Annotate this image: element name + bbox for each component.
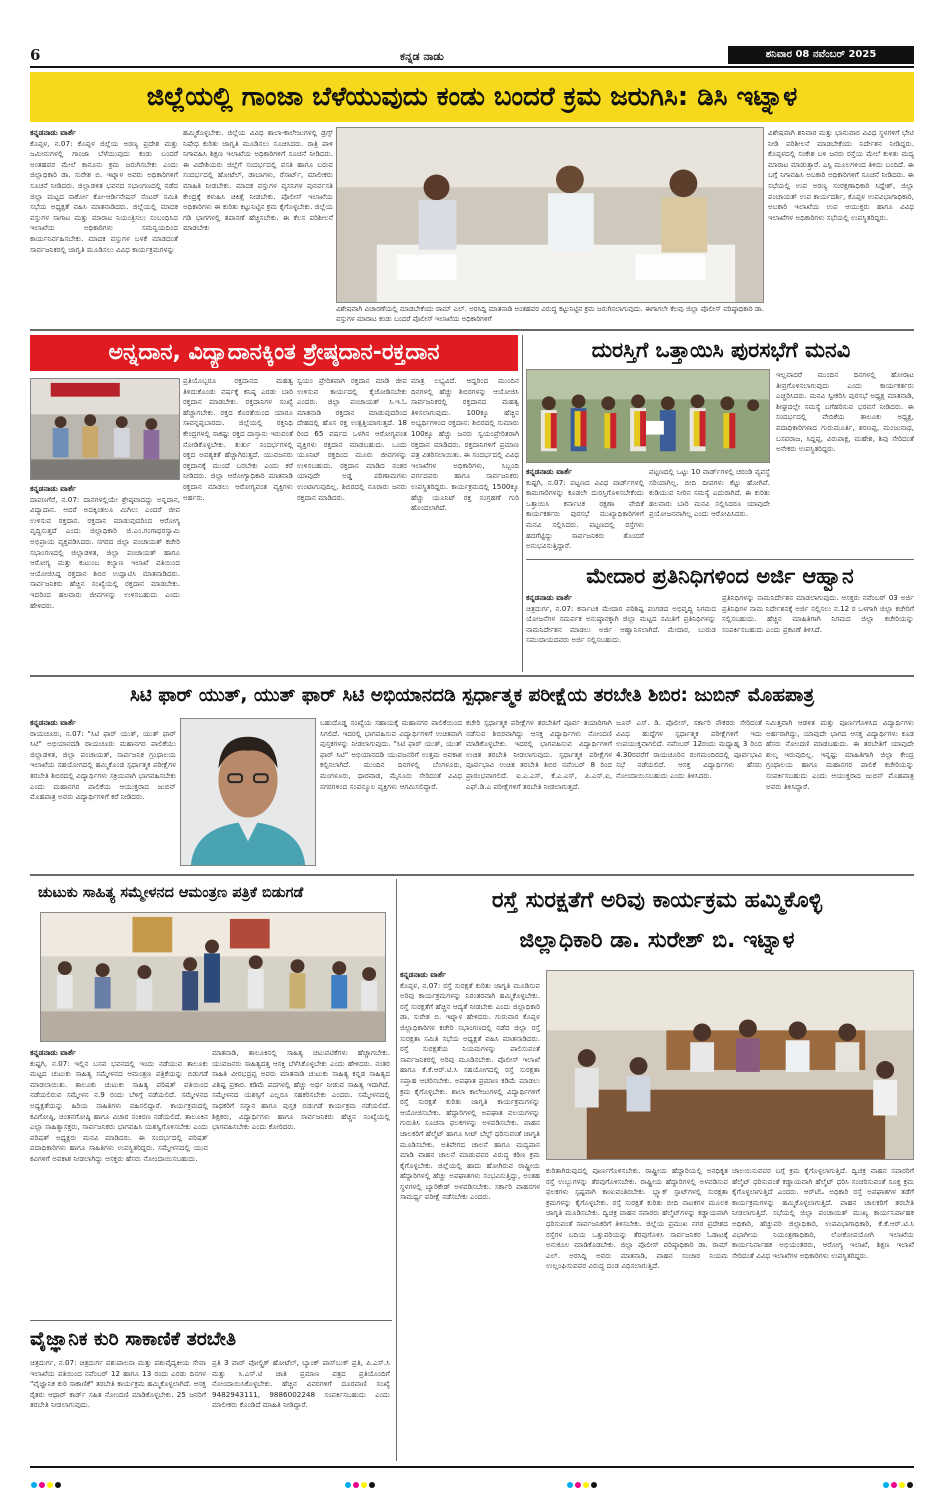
story5-col5-text: ನಿಮಿತ್ತವಾಗಿ ಆಡಳಿತ ಮತ್ತು ಪೂರ್ಣಗೊಳಿಸಿದ ವಿದ್ಯಾರ್ಥಿಗಳು ಅರ್ಹರಾಗಿದ್ದು, ಯಾವುದೇ ಭಾಗದ ಆಸಕ್ತ ವಿದ್ಯಾರ್ಥಿಗಳು ಕೂಡ ಹೆಸರು ನೋಂದಣಿ ಮಾಡಬಹುದು. ಈ ತರಬೇತಿಗೆ ಯಾವುದೇ ಶುಲ್ಕ ಇರುವುದಿಲ್ಲ. ಇನ್ನಷ್ಟು ಮಾಹಿತಿಗಾಗಿ ಜಿಲ್ಲಾ ಕೇಂದ್ರ ಗ್ರಂಥಾಲಯ ಹಾಗೂ ಮಹಾನಗರ ಪಾಲಿಕೆ ಕಚೇರಿಯನ್ನು ಸಂಪರ್ಕಿಸಬಹುದು ಎಂದು ಆಯುಕ್ತರಾದ ಜುಬಿನ್ ಮೊಹಪಾತ್ರ ಅವರು ತಿಳಿಸಿದ್ದಾರೆ.: [766, 718, 914, 791]
headline-medara: ಮೇದಾರ ಪ್ರತಿನಿಧಿಗಳಿಂದ ಅರ್ಜಿ ಆಹ್ವಾನ: [586, 564, 854, 588]
chutuku-meeting-photo: [40, 912, 386, 1042]
story5-col2-text: ಬಹುದೊಡ್ಡ ಸಂಖ್ಯೆಯ ಸಹಾಯಕ್ಕೆ ಮಹಾನಗರ ಪಾಲಿಕೆಯಿಂದ ಸಿಗಲಿದೆ. ಇದರಲ್ಲಿ ಭಾಗವಹಿಸುವ ವಿದ್ಯಾರ್ಥಿಗಳಿಗೆ ಉಚಿತವಾಗಿ ಪುಸ್ತಕಗಳನ್ನು ನೀಡಲಾಗುವುದು. "ಸಿಟಿ ಫಾರ್ ಯುತ್, ಯುತ್ ಫಾರ್ ಸಿಟಿ" ಅಭಿಯಾನದಡಿ ಯುವಜನರಿಗೆ ಉತ್ತಮ ಅವಕಾಶ ಕಲ್ಪಿಸಲಾಗಿದೆ. ಮುಂದಿನ ದಿನಗಳಲ್ಲಿ ಬೆಂಗಳೂರು, ಮಂಗಳೂರು, ಧಾರವಾಡ, ಮೈಸೂರು ಸೇರಿದಂತೆ ವಿವಿಧ ನಗರಗಳಿಂದ ಸಂಪನ್ಮೂಲ ವ್ಯಕ್ತಿಗಳು ಆಗಮಿಸಲಿದ್ದಾರೆ.: [320, 718, 462, 791]
story5-col4-text: ಜೂನ್ ಎಸ್. ಡಿ. ಪೊಲೀಸ್, ಸರ್ಕಾರಿ ನೌಕರರು ಸೇರಿದಂತೆ ವಿವಿಧ ಹುದ್ದೆಗಳ ಸ್ಪರ್ಧಾತ್ಮಕ ಪರೀಕ್ಷೆಗಳಿಗೆ ಇದು ಉಪಯುಕ್ತವಾಗಲಿದೆ. ನವೆಂಬರ್ 12ರಂದು ಮಧ್ಯಾಹ್ನ 3 ರಿಂದ 4.30ರವರೆಗೆ ರಾಯಚೂರಿನ ರಂಗಮಂದಿರದಲ್ಲಿ ಪೂರ್ವಭಾವಿ ಸಭೆ ನಡೆಯಲಿದೆ. ಆಸಕ್ತ ವಿದ್ಯಾರ್ಥಿಗಳು ಹೆಸರು ನೋಂದಾಯಿಸಬಹುದು ಎಂದು ತಿಳಿಸಿದರು.: [616, 718, 762, 780]
headline-road-safety-line2: ಜಿಲ್ಲಾಧಿಕಾರಿ ಡಾ. ಸುರೇಶ್ ಬಿ. ಇಟ್ನಾಳ: [519, 928, 795, 953]
byline: ಕನ್ನಡನಾಡು ವಾರ್ತೆ: [526, 467, 573, 476]
issue-date: ಶನಿವಾರ 08 ನವೆಂಬರ್ 2025: [765, 49, 877, 60]
story6-col1: [30, 1048, 208, 1316]
story3-col2: [649, 467, 770, 557]
portrait-photo: [180, 718, 316, 866]
story3-col3: [776, 370, 914, 557]
masthead: [0, 0, 945, 72]
memorandum-photo: [526, 369, 770, 463]
story4-col1-text: ಚಿತ್ರದುರ್ಗ, ನ.07: ಕರ್ನಾಟಕ ಮೇದಾರ ಪರಿಶಿಷ್ಟ ಪಂಗಡದ ಅಭಿವೃದ್ಧಿ ನಿಗಮದ ಯೋಜನೆಗಳ ಸಮರ್ಪಕ ಅನುಷ್ಠಾನಕ್ಕಾಗಿ ಜಿಲ್ಲಾ ಮಟ್ಟದ ಸಮಿತಿಗೆ ಪ್ರತಿನಿಧಿಗಳನ್ನು ನಾಮನಿರ್ದೇಶನ ಮಾಡಲು ಅರ್ಜಿ ಆಹ್ವಾನಿಸಲಾಗಿದೆ. ಮೇದಾರ, ಬುರುಡ ಸಮುದಾಯದವರು ಅರ್ಜಿ ಸಲ್ಲಿಸಬಹುದು.: [526, 603, 716, 645]
story6-col2: [212, 1048, 390, 1316]
meeting-photo-ganja: [336, 127, 764, 303]
headline-road-safety-line1: ರಸ್ತೆ ಸುರಕ್ಷತೆಗೆ ಅರಿವು ಕಾರ್ಯಕ್ರಮ ಹಮ್ಮಿಕೊಳ್ಳಿ: [491, 888, 823, 913]
story5-col4: [616, 718, 762, 868]
story2-col1-text: ದಾವಣಗೆರೆ, ನ.07: ದಾನಗಳಲ್ಲಿಯೇ ಶ್ರೇಷ್ಠವಾದದ್ದು ಅನ್ನದಾನ, ವಿದ್ಯಾದಾನ. ಆದರೆ ಅದಕ್ಕಿಂತಲೂ ಮಿಗಿಲು ಎಂದರೆ ಜೀವ ಉಳಿಸುವ ರಕ್ತದಾನ. ರಕ್ತದಾನ ಮಾಡುವುದರಿಂದ ಆರೋಗ್ಯ ವೃದ್ಧಿಸುತ್ತದೆ ಎಂದು ಜಿಲ್ಲಾಧಿಕಾರಿ ಜಿ.ಎಂ.ಗಂಗಾಧರಸ್ವಾಮಿ ಅಭಿಪ್ರಾಯ ವ್ಯಕ್ತಪಡಿಸಿದರು. ನಗರದ ಜಿಲ್ಲಾ ಪಂಚಾಯತ್ ಕಚೇರಿ ಸಭಾಂಗಣದಲ್ಲಿ ಜಿಲ್ಲಾಡಳಿತ, ಜಿಲ್ಲಾ ಪಂಚಾಯತ್ ಹಾಗೂ ಆರೋಗ್ಯ ಮತ್ತು ಕುಟುಂಬ ಕಲ್ಯಾಣ ಇಲಾಖೆ ವತಿಯಿಂದ ಆಯೋಜಿಸಿದ್ದ ರಕ್ತದಾನ ಶಿಬಿರ ಉದ್ಘಾಟಿಸಿ ಮಾತನಾಡಿದರು. ಸಾರ್ವಜನಿಕರು ಹೆಚ್ಚಿನ ಸಂಖ್ಯೆಯಲ್ಲಿ ರಕ್ತದಾನ ಮಾಡಬೇಕು. ಇದರಿಂದ ಹಲವಾರು ಜೀವಗಳನ್ನು ಉಳಿಸಬಹುದು ಎಂದು ಹೇಳಿದರು.: [30, 494, 180, 610]
divider: [30, 874, 914, 876]
story8-col3: [732, 1166, 914, 1458]
byline: ಕನ್ನಡನಾಡು ವಾರ್ತೆ: [30, 128, 77, 137]
page-number: 6: [30, 46, 41, 64]
story7-col1-text: ಚಿತ್ರದುರ್ಗ, ನ.07: ಚಿತ್ರದುರ್ಗ ಪಶುಪಾಲನಾ ಮತ್ತು ಪಶುವೈದ್ಯಕೀಯ ಸೇವಾ ಇಲಾಖೆಯ ವತಿಯಿಂದ ನವೆಂಬರ್ 12 ಹಾಗೂ 13 ರಂದು ಎರಡು ದಿನಗಳ "ವೈಜ್ಞಾನಿಕ ಕುರಿ ಸಾಕಾಣಿಕೆ" ತರಬೇತಿ ಕಾರ್ಯಕ್ರಮ ಹಮ್ಮಿಕೊಳ್ಳಲಾಗಿದೆ. ಆಸಕ್ತ ರೈತರು ಆಧಾರ್ ಕಾರ್ಡ್ ಸಹಿತ ನೋಂದಣಿ ಮಾಡಿಕೊಳ್ಳಬೇಕು. 25 ಜನರಿಗೆ ತರಬೇತಿ ನೀಡಲಾಗುವುದು.: [30, 1358, 206, 1410]
masthead-rule: [30, 66, 914, 68]
story5-col3: [466, 718, 612, 868]
story2-col4-text: ಮಾತ್ರ ಲಭ್ಯವಿದೆ. ಆದ್ದರಿಂದ ಮುಂದಿನ ದಿನಗಳಲ್ಲಿ ಹೆಚ್ಚು ಶಿಬಿರಗಳನ್ನು ಆಯೋಜಿಸಿ ಸಾರ್ವಜನಿಕರಲ್ಲಿ ರಕ್ತದಾನದ ಮಹತ್ವ ತಿಳಿಸಲಾಗುವುದು. 100ಕ್ಕೂ ಹೆಚ್ಚಿನ ಅಭ್ಯರ್ಥಿಗಳಿಂದ ರಕ್ತದಾನ: ಶಿಬಿರದಲ್ಲಿ ಸುಮಾರು 100ಕ್ಕೂ ಹೆಚ್ಚು ಜನರು ಸ್ವಯಂಪ್ರೇರಿತರಾಗಿ ರಕ್ತದಾನ ಮಾಡಿದರು. ರಕ್ತದಾನಿಗಳಿಗೆ ಪ್ರಮಾಣ ಪತ್ರ ವಿತರಿಸಲಾಯಿತು. ಈ ಸಂದರ್ಭದಲ್ಲಿ ವಿವಿಧ ಇಲಾಖೆಗಳ ಅಧಿಕಾರಿಗಳು, ಸಿಬ್ಬಂದಿ ವರ್ಗದವರು ಹಾಗೂ ಸಾರ್ವಜನಿಕರು ಉಪಸ್ಥಿತರಿದ್ದರು. ಕಾರ್ಯಕ್ರಮದಲ್ಲಿ 1500ಕ್ಕೂ ಹೆಚ್ಚು ಯೂನಿಟ್ ರಕ್ತ ಸಂಗ್ರಹಣೆ ಗುರಿ ಹೊಂದಲಾಗಿದೆ.: [411, 376, 519, 513]
story5-col3-text: ಕಚೇರಿ ಸ್ಪರ್ಧಾತ್ಮಕ ಪರೀಕ್ಷೆಗಳ ತರಬೇತಿಗೆ ಪೂರ್ವ ತಯಾರಿಗಾಗಿ ನಡೆಸುವ ಶಿಬಿರವಾಗಿದ್ದು ಆಸಕ್ತ ವಿದ್ಯಾರ್ಥಿಗಳು ನೋಂದಣಿ ಮಾಡಿಕೊಳ್ಳಬೇಕು. ಇದರಲ್ಲಿ ಭಾಗವಹಿಸುವ ವಿದ್ಯಾರ್ಥಿಗಳಿಗೆ ಉಚಿತ ತರಬೇತಿ ನೀಡಲಾಗುವುದು. ಸ್ಪರ್ಧಾತ್ಮಕ ಪರೀಕ್ಷೆಗಳ ಪೂರ್ವಭಾವಿ ಉಚಿತ ತರಬೇತಿ ಶಿಬಿರ ನವೆಂಬರ್ 8 ರಿಂದ ಪ್ರಾರಂಭವಾಗಲಿದೆ. ಐ.ಎ.ಎಸ್, ಕೆ.ಎ.ಎಸ್, ಪಿ.ಎಸ್.ಐ, ಎಫ್.ಡಿ.ಎ ಪರೀಕ್ಷೆಗಳಿಗೆ ತರಬೇತಿ ನೀಡಲಾಗುತ್ತದೆ.: [466, 718, 612, 791]
paper-name: ಕನ್ನಡ ನಾಡು: [400, 50, 444, 63]
story3-col3-text: ಇಲ್ಲವಾದರೆ ಮುಂದಿನ ದಿನಗಳಲ್ಲಿ ಹೋರಾಟ ತೀವ್ರಗೊಳಿಸಲಾಗುವುದು ಎಂದು ಕಾರ್ಯಕರ್ತರು ಎಚ್ಚರಿಸಿದರು. ಮನವಿ ಸ್ವೀಕರಿಸಿ ಪುರಸಭೆ ಅಧ್ಯಕ್ಷ ಮಾತನಾಡಿ, ಶೀಘ್ರದಲ್ಲೇ ಸಮಸ್ಯೆ ಬಗೆಹರಿಸುವ ಭರವಸೆ ನೀಡಿದರು. ಈ ಸಂದರ್ಭದಲ್ಲಿ ವೇದಿಕೆಯ ತಾಲೂಕು ಅಧ್ಯಕ್ಷ, ಪದಾಧಿಕಾರಿಗಳಾದ ಗುರುಮೂರ್ತಿ, ಶರಣಪ್ಪ, ಮಂಜುನಾಥ, ಬಸವರಾಜ, ಸಿದ್ದಪ್ಪ, ವಿರುಪಾಕ್ಷ, ಮಹೇಶ, ಶಿವು ಸೇರಿದಂತೆ ಅನೇಕರು ಉಪಸ್ಥಿತರಿದ್ದರು.: [776, 370, 914, 454]
story8-col2: [546, 1166, 728, 1458]
story8-col1-text: ಕೊಪ್ಪಳ, ನ.07: ರಸ್ತೆ ಸುರಕ್ಷತೆ ಕುರಿತು ಜಾಗೃತಿ ಮೂಡಿಸುವ ಅರಿವು ಕಾರ್ಯಕ್ರಮಗಳನ್ನು ನಿರಂತರವಾಗಿ ಹಮ್ಮಿಕೊಳ್ಳಬೇಕು. ರಸ್ತೆ ಸುರಕ್ಷತೆಗೆ ಹೆಚ್ಚಿನ ಆದ್ಯತೆ ನೀಡಬೇಕು ಎಂದು ಜಿಲ್ಲಾಧಿಕಾರಿ ಡಾ. ಸುರೇಶ ಬಿ. ಇಟ್ನಾಳ ಹೇಳಿದರು. ಗುರುವಾರ ಕೊಪ್ಪಳ ಜಿಲ್ಲಾಧಿಕಾರಿಗಳ ಕಚೇರಿ ಸಭಾಂಗಣದಲ್ಲಿ ನಡೆದ ಜಿಲ್ಲಾ ರಸ್ತೆ ಸುರಕ್ಷತಾ ಸಮಿತಿ ಸಭೆಯ ಅಧ್ಯಕ್ಷತೆ ವಹಿಸಿ ಮಾತನಾಡಿದರು. ರಸ್ತೆ ಸುರಕ್ಷತೆಯ ನಿಯಮಗಳನ್ನು ಪಾಲಿಸುವಂತೆ ಸಾರ್ವಜನಿಕರಲ್ಲಿ ಅರಿವು ಮೂಡಿಸಬೇಕು. ಪೊಲೀಸ್ ಇಲಾಖೆ ಹಾಗೂ ಕೆ.ಕೆ.ಆರ್.ಟಿ.ಸಿ ಸಹಯೋಗದಲ್ಲಿ ರಸ್ತೆ ಸುರಕ್ಷತಾ ಸಪ್ತಾಹ ಆಚರಿಸಬೇಕು. ಅಪಘಾತ ಪ್ರಮಾಣ ಕಡಿಮೆ ಮಾಡಲು ಕ್ರಮ ಕೈಗೊಳ್ಳಬೇಕು. ಶಾಲಾ ಕಾಲೇಜುಗಳಲ್ಲಿ ವಿದ್ಯಾರ್ಥಿಗಳಿಗೆ ರಸ್ತೆ ಸುರಕ್ಷತೆ ಕುರಿತು ಜಾಗೃತಿ ಕಾರ್ಯಕ್ರಮಗಳನ್ನು ಆಯೋಜಿಸಬೇಕು. ಹೆದ್ದಾರಿಗಳಲ್ಲಿ ಅಪಘಾತ ವಲಯಗಳನ್ನು ಗುರುತಿಸಿ ಸೂಚನಾ ಫಲಕಗಳನ್ನು ಅಳವಡಿಸಬೇಕು. ವಾಹನ ಚಾಲಕರಿಗೆ ಹೆಲ್ಮೆಟ್ ಹಾಗೂ ಸೀಟ್ ಬೆಲ್ಟ್ ಧರಿಸುವಂತೆ ಜಾಗೃತಿ ಮೂಡಿಸಬೇಕು. ಅತಿವೇಗದ ಚಾಲನೆ ಹಾಗೂ ಮದ್ಯಪಾನ ಮಾಡಿ ವಾಹನ ಚಾಲನೆ ಮಾಡುವವರ ವಿರುದ್ಧ ಕಠಿಣ ಕ್ರಮ ಕೈಗೊಳ್ಳಬೇಕು. ಜಿಲ್ಲೆಯಲ್ಲಿ ಹಾದು ಹೋಗಿರುವ ರಾಷ್ಟ್ರೀಯ ಹೆದ್ದಾರಿಗಳಲ್ಲಿ ಹೆಚ್ಚು ಅಪಘಾತಗಳು ಸಂಭವಿಸುತ್ತಿದ್ದು, ಅಂತಹ ಸ್ಥಳಗಳಲ್ಲಿ ಬ್ಯಾರಿಕೇಡ್ ಅಳವಡಿಸಬೇಕು. ಸರ್ಕಾರಿ ವಾಹನಗಳ ಸಾಮರ್ಥ್ಯ ಪರೀಕ್ಷೆ ನಡೆಸಬೇಕು ಎಂದರು.: [400, 980, 540, 1202]
story8-col2-text: ಕುರಿತಾಗಿರುವುದಲ್ಲಿ ಪೂರ್ಣಗೊಳಿಸಬೇಕು. ರಾಷ್ಟ್ರೀಯ ಹೆದ್ದಾರಿಯಲ್ಲಿ ಅನಧಿಕೃತ ರಸ್ತೆ ಉಬ್ಬುಗಳನ್ನು ತೆರವುಗೊಳಿಸಬೇಕು. ರಾಷ್ಟ್ರೀಯ ಹೆದ್ದಾರಿಗಳಲ್ಲಿ ಅಳವಡಿಸುವ ಫಲಕಗಳು ಸ್ಪಷ್ಟವಾಗಿ ಕಾಣುವಂತಿರಬೇಕು. ಬ್ಲ್ಯಾಕ್ ಸ್ಪಾಟ್‌ಗಳಲ್ಲಿ ಸುರಕ್ಷತಾ ಕ್ರಮಗಳನ್ನು ಕೈಗೊಳ್ಳಬೇಕು. ರಸ್ತೆ ಸುರಕ್ಷತೆ ಕುರಿತು ಬೀದಿ ನಾಟಕಗಳ ಮೂಲಕ ಜಾಗೃತಿ ಮೂಡಿಸಬೇಕು. ದ್ವಿಚಕ್ರ ವಾಹನ ಸವಾರರು ಹೆಲ್ಮೆಟ್‌ಗಳನ್ನು ಕಡ್ಡಾಯವಾಗಿ ಧರಿಸುವಂತೆ ಸಾರ್ವಜನಿಕರಿಗೆ ತಿಳಿಸಬೇಕು. ಜಿಲ್ಲೆಯ ಪ್ರಮುಖ ನಗರ ಪ್ರದೇಶದ ರಸ್ತೆಗಳ ಬದಿಯ ಒತ್ತುವರಿಯನ್ನು ತೆರವುಗೊಳಿಸಿ ಸಾರ್ವಜನಿಕರ ಓಡಾಟಕ್ಕೆ ಅನುಕೂಲ ಮಾಡಿಕೊಡಬೇಕು. ಜಿಲ್ಲಾ ಪೊಲೀಸ್ ವರಿಷ್ಠಾಧಿಕಾರಿ ಡಾ. ರಾಮ್ ಎಲ್. ಅರಸಿದ್ದಿ ಅವರು ಮಾತನಾಡಿ, ವಾಹನ ಸಂಚಾರ ನಿಯಮ ಉಲ್ಲಂಘಿಸುವವರ ವಿರುದ್ಧ ದಂಡ ವಿಧಿಸಲಾಗುತ್ತಿದೆ.: [546, 1166, 728, 1271]
story4-col2: [722, 593, 914, 671]
story1-col1-text: ಕೊಪ್ಪಳ, ನ.07: ಕೊಪ್ಪಳ ಜಿಲ್ಲೆಯ ಅರಣ್ಯ ಪ್ರದೇಶ ಮತ್ತು ಜಮೀನುಗಳಲ್ಲಿ ಗಾಂಜಾ ಬೆಳೆಯುವುದು ಕಂಡು ಬಂದರೆ ಅಂತಹವರ ಮೇಲೆ ಕಾನೂನು ಕ್ರಮ ಜರುಗಿಸಬೇಕು ಎಂದು ಜಿಲ್ಲಾಧಿಕಾರಿ ಡಾ. ಸುರೇಶ ಬಿ. ಇಟ್ನಾಳ ಅವರು ಅಧಿಕಾರಿಗಳಿಗೆ ಸೂಚನೆ ನೀಡಿದರು. ಜಿಲ್ಲಾಡಳಿತ ಭವನದ ಸಭಾಂಗಣದಲ್ಲಿ ನಡೆದ ಜಿಲ್ಲಾ ಮಟ್ಟದ ನಾರ್ಕೋ ಕೋ-ಆರ್ಡಿನೇಷನ್ ಸೆಂಟರ್ ಸಮಿತಿ ಸಭೆಯ ಅಧ್ಯಕ್ಷತೆ ವಹಿಸಿ ಮಾತನಾಡಿದರು. ಜಿಲ್ಲೆಯಲ್ಲಿ ಮಾದಕ ವಸ್ತುಗಳ ಸಾಗಾಟ ಮತ್ತು ಮಾರಾಟ ನಿಯಂತ್ರಿಸಲು ಸಂಬಂಧಿಸಿದ ಇಲಾಖೆಯ ಅಧಿಕಾರಿಗಳು ಸಮನ್ವಯದಿಂದ ಕಾರ್ಯನಿರ್ವಹಿಸಬೇಕು. ಮಾದಕ ವಸ್ತುಗಳ ಬಳಕೆ ಮಾಡದಂತೆ ಸಾರ್ವಜನಿಕರಲ್ಲಿ ಜಾಗೃತಿ ಮೂಡಿಸಲು ವಿವಿಧ ಕಾರ್ಯಕ್ರಮಗಳನ್ನು: [30, 138, 178, 254]
headline-city-youth: ಸಿಟಿ ಫಾರ್ ಯುತ್, ಯುತ್ ಫಾರ್ ಸಿಟಿ ಅಭಿಯಾನದಡಿ ಸ್ಪರ್ಧಾತ್ಮಕ ಪರೀಕ್ಷೆಯ ತರಬೇತಿ ಶಿಬಿರ: ಜುಬಿನ್ ಮೊಹಪಾತ್ರ: [129, 685, 815, 706]
date-banner: [728, 46, 914, 64]
story8-col3-text: ಚಾಲಯಿಸುವವರ ಬಗ್ಗೆ ಕ್ರಮ ಕೈಗೊಳ್ಳಲಾಗುತ್ತಿದೆ. ದ್ವಿಚಕ್ರ ವಾಹನ ಸವಾರರಿಗೆ ಹೆಲ್ಮೆಟ್ ಧರಿಸುವಂತೆ ಕಡ್ಡಾಯವಾಗಿ ಹೆಲ್ಮೆಟ್ ಧರಿಸಿ ಸಂಚರಿಸುವಂತೆ ಸೂಕ್ತ ಕ್ರಮ ಕೈಗೊಳ್ಳಲಾಗುತ್ತಿದೆ ಎಂದರು. ಆರ್‌ಟಿಓ ಅಧಿಕಾರಿ ರಸ್ತೆ ಅಪಘಾತಗಳ ತಡೆಗೆ ಕಾರ್ಯಕ್ರಮಗಳನ್ನು ಹಮ್ಮಿಕೊಳ್ಳಲಾಗುತ್ತಿದೆ. ವಾಹನ ಚಾಲಕರಿಗೆ ತರಬೇತಿ ನೀಡಲಾಗುತ್ತಿದೆ. ಸಭೆಯಲ್ಲಿ ಜಿಲ್ಲಾ ಪಂಚಾಯತ್ ಮುಖ್ಯ ಕಾರ್ಯನಿರ್ವಾಹಕ ಅಧಿಕಾರಿ, ಹೆಚ್ಚುವರಿ ಜಿಲ್ಲಾಧಿಕಾರಿ, ಉಪವಿಭಾಗಾಧಿಕಾರಿ, ಕೆ.ಕೆ.ಆರ್.ಟಿ.ಸಿ ವಿಭಾಗೀಯ ನಿಯಂತ್ರಣಾಧಿಕಾರಿ, ಲೋಕೋಪಯೋಗಿ ಇಲಾಖೆಯ ಕಾರ್ಯನಿರ್ವಾಹಕ ಅಭಿಯಂತರರು, ಆರೋಗ್ಯ ಇಲಾಖೆ, ಶಿಕ್ಷಣ ಇಲಾಖೆ ಸೇರಿದಂತೆ ವಿವಿಧ ಇಲಾಖೆಗಳ ಅಧಿಕಾರಿಗಳು ಉಪಸ್ಥಿತರಿದ್ದರು.: [732, 1166, 914, 1260]
byline: ಕನ್ನಡನಾಡು ವಾರ್ತೆ: [30, 484, 77, 493]
story5-col1-text: ರಾಯಚೂರು, ನ.07: "ಸಿಟಿ ಫಾರ್ ಯುತ್, ಯುತ್ ಫಾರ್ ಸಿಟಿ" ಅಭಿಯಾನದಡಿ ರಾಯಚೂರು ಮಹಾನಗರ ಪಾಲಿಕೆಯು ಜಿಲ್ಲಾಡಳಿತ, ಜಿಲ್ಲಾ ಪಂಚಾಯತ್, ಸಾರ್ವಜನಿಕ ಗ್ರಂಥಾಲಯ ಇಲಾಖೆಯ ಸಹಯೋಗದಲ್ಲಿ ಹಮ್ಮಿಕೊಂಡ ಸ್ಪರ್ಧಾತ್ಮಕ ಪರೀಕ್ಷೆಗಳ ತರಬೇತಿ ಶಿಬಿರದಲ್ಲಿ ವಿದ್ಯಾರ್ಥಿಗಳು ಸಕ್ರಿಯವಾಗಿ ಭಾಗವಹಿಸಬೇಕು ಎಂದು ಮಹಾನಗರ ಪಾಲಿಕೆಯ ಆಯುಕ್ತರಾದ ಜುಬಿನ್ ಮೊಹಪಾತ್ರ ಅವರು ವಿದ್ಯಾರ್ಥಿಗಳಿಗೆ ಕರೆ ನೀಡಿದರು.: [30, 728, 176, 802]
byline: ಕನ್ನಡನಾಡು ವಾರ್ತೆ: [30, 718, 77, 727]
headline-ganja: ಜಿಲ್ಲೆಯಲ್ಲಿ ಗಾಂಜಾ ಬೆಳೆಯುವುದು ಕಂಡು ಬಂದರೆ ಕ್ರಮ ಜರುಗಿಸಿ: ಡಿಸಿ ಇಟ್ನಾಳ: [146, 82, 798, 112]
divider: [526, 559, 914, 560]
blood-camp-photo: [30, 378, 180, 480]
story2-col4: [411, 376, 519, 670]
story2-col2-text: ಪ್ರತಿಯೊಬ್ಬರೂ ರಕ್ತದಾನದ ಮಹತ್ವ ತಿಳಿದುಕೊಂಡು ವರ್ಷಕ್ಕೆ ಕನಿಷ್ಠ ಎರಡು ಬಾರಿ ರಕ್ತದಾನ ಮಾಡಬೇಕು. ರಕ್ತದಾನಿಗಳ ಸಂಖ್ಯೆ ಹೆಚ್ಚಾಗಬೇಕು. ರಕ್ತದ ಕೊರತೆಯಿಂದ ಯಾರೂ ಸಾವನ್ನಪ್ಪಬಾರದು. ಜಿಲ್ಲೆಯಲ್ಲಿ ರಕ್ತನಿಧಿ ಕೇಂದ್ರಗಳಲ್ಲಿ ಸಾಕಷ್ಟು ರಕ್ತದ ದಾಸ್ತಾನು ಇರುವಂತೆ ನೋಡಿಕೊಳ್ಳಬೇಕು. ತುರ್ತು ಸಂದರ್ಭಗಳಲ್ಲಿ ರಕ್ತದ ಅವಶ್ಯಕತೆ ಹೆಚ್ಚಾಗಿರುತ್ತದೆ. ಯುವಜನರು ರಕ್ತದಾನಕ್ಕೆ ಮುಂದೆ ಬರಬೇಕು ಎಂದು ಕರೆ ನೀಡಿದರು. ಜಿಲ್ಲಾ ಆರೋಗ್ಯಾಧಿಕಾರಿ ಮಾತನಾಡಿ ರಕ್ತದಾನ ಮಾಡಲು ಆರೋಗ್ಯವಂತ ವ್ಯಕ್ತಿಗಳು ಅರ್ಹರು.: [183, 376, 293, 502]
headline-repair: ದುರಸ್ತಿಗೆ ಒತ್ತಾಯಿಸಿ ಪುರಸಭೆಗೆ ಮನವಿ: [591, 338, 851, 362]
story2-col3-text: ಸ್ವಯಂ ಪ್ರೇರಿತವಾಗಿ ರಕ್ತದಾನ ಮಾಡಿ ಜೀವ ಉಳಿಸುವ ಕಾರ್ಯದಲ್ಲಿ ಕೈಜೋಡಿಸಬೇಕು ಎಂದರು. ಜಿಲ್ಲಾ ಪಂಚಾಯತ್ ಸಿ.ಇ.ಓ ಮಾತನಾಡಿ ರಕ್ತದಾನ ಮಾಡುವುದರಿಂದ ದೇಹದಲ್ಲಿ ಹೊಸ ರಕ್ತ ಉತ್ಪತ್ತಿಯಾಗುತ್ತದೆ. 18 ರಿಂದ 65 ವರ್ಷದ ಒಳಗಿನ ಆರೋಗ್ಯವಂತ ವ್ಯಕ್ತಿಗಳು ರಕ್ತದಾನ ಮಾಡಬಹುದು. ಒಂದು ಯೂನಿಟ್ ರಕ್ತದಿಂದ ಮೂರು ಜೀವಗಳನ್ನು ಉಳಿಸಬಹುದು. ರಕ್ತದಾನ ಮಾಡಿದ ನಂತರ ಯಾವುದೇ ಅಡ್ಡ ಪರಿಣಾಮಗಳು ಉಂಟಾಗುವುದಿಲ್ಲ. ಶಿಬಿರದಲ್ಲಿ ನೂರಾರು ಜನರು ರಕ್ತದಾನ ಮಾಡಿದರು.: [297, 376, 407, 502]
story7-col2: [212, 1358, 390, 1458]
story5-col2: [320, 718, 462, 868]
story3-col2-text: ಪಟ್ಟಣದಲ್ಲಿ ಒಟ್ಟು 10 ವಾರ್ಡ್‌ಗಳಲ್ಲಿ ಚರಂಡಿ ವ್ಯವಸ್ಥೆ ಸರಿಯಾಗಿಲ್ಲ. ಬೀದಿ ದೀಪಗಳು ಕೆಟ್ಟು ಹೋಗಿವೆ. ಕುಡಿಯುವ ನೀರಿನ ಸಮಸ್ಯೆ ಎದುರಾಗಿದೆ. ಈ ಕುರಿತು ಹಲವಾರು ಬಾರಿ ಮನವಿ ಸಲ್ಲಿಸಿದರೂ ಯಾವುದೇ ಪ್ರಯೋಜನವಾಗಿಲ್ಲ ಎಂದು ಆರೋಪಿಸಿದರು.: [649, 467, 770, 519]
headline-sheep: ವೈಜ್ಞಾನಿಕ ಕುರಿ ಸಾಕಾಣಿಕೆ ತರಬೇತಿ: [30, 1328, 237, 1350]
story1-col1: [30, 128, 178, 324]
story5-col1: [30, 718, 176, 868]
story3-col1: [526, 467, 644, 557]
divider: [30, 675, 914, 677]
registration-marks: [30, 1476, 914, 1488]
story5-col5: [766, 718, 914, 868]
story7-col1: [30, 1358, 206, 1458]
story4-col2-text: ಪ್ರತಿನಿಧಿಗಳನ್ನು ನಾಮನಿರ್ದೇಶನ ಮಾಡಲಾಗುವುದು. ಆಸಕ್ತರು ನವೆಂಬರ್ 03 ಅರ್ಜಿ ಪ್ರತಿನಿಧಿಗಳ ನಾಮ ನಿರ್ದೇಶನಕ್ಕೆ ಅರ್ಜಿ ಸಲ್ಲಿಸಲು ನ.12 ರ ಒಳಗಾಗಿ ಜಿಲ್ಲಾ ಕಚೇರಿಗೆ ಸಲ್ಲಿಸಬಹುದು. ಹೆಚ್ಚಿನ ಮಾಹಿತಿಗಾಗಿ ನಿಗಮದ ಜಿಲ್ಲಾ ಕಚೇರಿಯನ್ನು ಸಂಪರ್ಕಿಸಬಹುದು ಎಂದು ಪ್ರಕಟಣೆ ತಿಳಿಸಿದೆ.: [722, 593, 914, 634]
story2-col2: [183, 376, 293, 670]
divider: [30, 329, 914, 331]
story6-col2-text: ಮಾತನಾಡಿ, ತಾಲೂಕಿನಲ್ಲಿ ಸಾಹಿತ್ಯ ಚಟುವಟಿಕೆಗಳು ಹೆಚ್ಚಾಗಬೇಕು. ಯುವಜನರು ಸಾಹಿತ್ಯದತ್ತ ಆಸಕ್ತಿ ಬೆಳೆಸಿಕೊಳ್ಳಬೇಕು ಎಂದು ಹೇಳಿದರು. ನಂತರ ಸಾಹಿತಿ ವೀರಭದ್ರಪ್ಪ ಅವರು ಮಾತನಾಡಿ ಚುಟುಕು ಸಾಹಿತ್ಯ ಕನ್ನಡ ಸಾಹಿತ್ಯದ ವಿಶಿಷ್ಟ ಪ್ರಕಾರ. ಕಡಿಮೆ ಪದಗಳಲ್ಲಿ ಹೆಚ್ಚು ಅರ್ಥ ನೀಡುವ ಸಾಹಿತ್ಯ ಇದಾಗಿದೆ. ಸಮ್ಮೇಳನದ ಯಶಸ್ಸಿಗೆ ಎಲ್ಲರೂ ಸಹಕರಿಸಬೇಕು ಎಂದರು. ಸಮ್ಮೇಳನದಲ್ಲಿ ಸಾಧಕರಿಗೆ ಸನ್ಮಾನ ಹಾಗೂ ಪುಸ್ತಕ ಬಿಡುಗಡೆ ಕಾರ್ಯಕ್ರಮ ನಡೆಯಲಿದೆ. ಶಿಕ್ಷಕರು, ವಿದ್ಯಾರ್ಥಿಗಳು ಹಾಗೂ ಸಾರ್ವಜನಿಕರು ಹೆಚ್ಚಿನ ಸಂಖ್ಯೆಯಲ್ಲಿ ಭಾಗವಹಿಸಬೇಕು ಎಂದು ಕೋರಿದರು.: [212, 1048, 390, 1132]
story8-col1: [400, 970, 540, 1458]
story4-col1: [526, 593, 716, 671]
story3-col1-text: ಕುಷ್ಟಗಿ, ನ.07: ಪಟ್ಟಣದ ವಿವಿಧ ವಾರ್ಡ್‌ಗಳಲ್ಲಿ ಕಾಮಗಾರಿಗಳನ್ನು ಕೂಡಲೇ ದುರಸ್ತಿಗೊಳಿಸಬೇಕೆಂದು ಒತ್ತಾಯಿಸಿ ಕರ್ನಾಟಕ ರಕ್ಷಣಾ ವೇದಿಕೆ ಕಾರ್ಯಕರ್ತರು ಪುರಸಭೆ ಮುಖ್ಯಾಧಿಕಾರಿಗಳಿಗೆ ಮನವಿ ಸಲ್ಲಿಸಿದರು. ಪಟ್ಟಣದಲ್ಲಿ ರಸ್ತೆಗಳು ಹದಗೆಟ್ಟಿದ್ದು ಸಾರ್ವಜನಿಕರು ತೊಂದರೆ ಅನುಭವಿಸುತ್ತಿದ್ದಾರೆ.: [526, 477, 644, 551]
divider: [396, 879, 397, 1461]
story1-caption: ವಿಶೇಷವಾಗಿ ವಿಚಾರಣೆಯಲ್ಲಿ ಮಾಡಬೇಕೆಂದು ರಾಮ್ ಎಲ್. ಅರಸಿದ್ದಿ ಮಾತನಾಡಿ ಅಂತಹವರ ವಿರುದ್ಧ ಕಟ್ಟುನಿಟ್ಟಿನ ಕ್ರಮ ಜರುಗಿಸಲಾಗುವುದು. ಈಗಾಗಲೇ ಕೆಲವು ಜಿಲ್ಲಾ ಪೊಲೀಸ್ ವರಿಷ್ಠಾಧಿಕಾರಿ ಡಾ. ವಸ್ತುಗಳ ಮಾರಾಟ ಕಂಡು ಬಂದರೆ ಪೊಲೀಸ್ ಇಲಾಖೆಯ ಅಧಿಕಾರಿಗಳಿಗೆ: [336, 305, 764, 323]
story2-col3: [297, 376, 407, 670]
story6-col1-text: ಕುಷ್ಟಗಿ, ನ.07: ಇಲ್ಲಿನ ಬಸವ ಭವನದಲ್ಲಿ ಇಂದು ನಡೆಯುವ ತಾಲೂಕು ಮಟ್ಟದ ಚುಟುಕು ಸಾಹಿತ್ಯ ಸಮ್ಮೇಳನದ ಆಮಂತ್ರಣ ಪತ್ರಿಕೆಯನ್ನು ಬಿಡುಗಡೆ ಮಾಡಲಾಯಿತು. ತಾಲೂಕು ಚುಟುಕು ಸಾಹಿತ್ಯ ಪರಿಷತ್ ವತಿಯಿಂದ ನಡೆಯಲಿರುವ ಸಮ್ಮೇಳನ ನ.9 ರಂದು ಬೆಳಿಗ್ಗೆ ನಡೆಯಲಿದೆ. ಸಮ್ಮೇಳನದ ಅಧ್ಯಕ್ಷತೆಯನ್ನು ಹಿರಿಯ ಸಾಹಿತಿಗಳು ವಹಿಸಲಿದ್ದಾರೆ. ಕಾರ್ಯಕ್ರಮದಲ್ಲಿ ಕವಿಗೋಷ್ಠಿ, ಚಿಂತನಗೋಷ್ಠಿ ಹಾಗೂ ವಿಚಾರ ಸಂಕಿರಣ ನಡೆಯಲಿದೆ. ತಾಲೂಕಿನ ಎಲ್ಲಾ ಸಾಹಿತ್ಯಾಸಕ್ತರು, ಸಾರ್ವಜನಿಕರು ಭಾಗವಹಿಸಿ ಯಶಸ್ವಿಗೊಳಿಸಬೇಕು ಎಂದು ಪರಿಷತ್ ಅಧ್ಯಕ್ಷರು ಮನವಿ ಮಾಡಿದರು. ಈ ಸಂದರ್ಭದಲ್ಲಿ ಪರಿಷತ್ ಪದಾಧಿಕಾರಿಗಳು ಹಾಗೂ ಸಾಹಿತಿಗಳು ಉಪಸ್ಥಿತರಿದ್ದರು. ಸಮ್ಮೇಳನದಲ್ಲಿ ಯುವ ಕವಿಗಳಿಗೆ ಅವಕಾಶ ನೀಡಲಾಗಿದ್ದು ಆಸಕ್ತರು ಹೆಸರು ನೋಂದಾಯಿಸಬಹುದು.: [30, 1058, 208, 1163]
story2-col1: [30, 484, 180, 670]
story1-col2-text: ಹಮ್ಮಿಕೊಳ್ಳಬೇಕು. ಜಿಲ್ಲೆಯ ವಿವಿಧ ಶಾಲಾ-ಕಾಲೇಜುಗಳಲ್ಲಿ ಡ್ರಗ್ಸ್ ನಿಷೇಧ ಕುರಿತು ಜಾಗೃತಿ ಮೂಡಿಸಲು ಸೂಚಿಸಿದರು. ರಾತ್ರಿ ಪಾಳಿ ನಿಗಾವಹಿಸಿ ಶಿಕ್ಷಣ ಇಲಾಖೆಯ ಅಧಿಕಾರಿಗಳಿಗೆ ಸೂಚನೆ ನೀಡಿದರು. ಈ ವಿದೇಶಿಯರು ಜಿಲ್ಲೆಗೆ ಸಂದರ್ಭದಲ್ಲಿ ವಸತಿ ಹಾಗೂ ಬರುವ ಸಂದರ್ಭದಲ್ಲಿ ಹೋಟೆಲ್, ಡಾಬಾಗಳು, ರೆಸಾರ್ಟ್, ಮಾಲೀಕರು ಮಾಹಿತಿ ನೀಡಬೇಕು. ಮಾದಕ ವಸ್ತುಗಳ ವ್ಯಸನಿಗಳ ಪುನರ್ವಸತಿ ಕೇಂದ್ರಕ್ಕೆ ಕಳುಹಿಸಿ ಚಿಕಿತ್ಸೆ ನೀಡಬೇಕು. ಪೊಲೀಸ್ ಇಲಾಖೆಯ ಅಧಿಕಾರಿಗಳು ಈ ಕುರಿತು ಕಟ್ಟುನಿಟ್ಟಿನ ಕ್ರಮ ಕೈಗೊಳ್ಳಬೇಕು. ಜಿಲ್ಲೆಯ ಗಡಿ ಭಾಗಗಳಲ್ಲಿ ತಪಾಸಣೆ ಹೆಚ್ಚಿಸಬೇಕು. ಈ ಕೆಲಸ ಪರಿಶೀಲನೆ ಮಾಡಬೇಕು: [183, 128, 333, 233]
headline-chutuku: ಚುಟುಕು ಸಾಹಿತ್ಯ ಸಮ್ಮೇಳನದ ಆಮಂತ್ರಣ ಪತ್ರಿಕೆ ಬಿಡುಗಡೆ: [38, 885, 304, 901]
divider: [30, 1320, 392, 1321]
story1-col2: [183, 128, 333, 324]
byline: ಕನ್ನಡನಾಡು ವಾರ್ತೆ: [526, 593, 573, 602]
road-safety-meeting-photo: [546, 970, 914, 1160]
headline-blood: ಅನ್ನದಾನ, ವಿದ್ಯಾದಾನಕ್ಕಿಂತ ಶ್ರೇಷ್ಠದಾನ-ರಕ್ತದಾನ: [108, 340, 440, 365]
story1-col3: [768, 128, 914, 324]
story1-col3-text: ವಿಶೇಷವಾಗಿ ಶನಿವಾರ ಮತ್ತು ಭಾನುವಾರ ವಿವಿಧ ಸ್ಥಳಗಳಿಗೆ ಭೇಟಿ ನೀಡಿ ಪರಿಶೀಲನೆ ಮಾಡಬೇಕೆಂದು ನಿರ್ದೇಶನ ನೀಡಿದ್ದರು. ಕೊಪ್ಪಳದಲ್ಲಿ ಸಂಕೇಶ ಬಳಿ ಜನರು ರಸ್ತೆಯ ಮೇಲೆ ಕುಳಿತು ಮದ್ಯ ಮಾರಾಟ ಮಾಡುತ್ತಾರೆ. ಎಸ್ಪಿ ಮೂಲಗಳಿಂದ ತಿಳಿದು ಬಂದಿದೆ. ಈ ಬಗ್ಗೆ ನಿಗಾವಹಿಸಿ ಅಬಕಾರಿ ಅಧಿಕಾರಿಗಳಿಗೆ ಸೂಚನೆ ನೀಡಿದರು. ಈ ಸಭೆಯಲ್ಲಿ ಉಪ ಅರಣ್ಯ ಸಂರಕ್ಷಣಾಧಿಕಾರಿ ಸಿದ್ದೇಶ್, ಜಿಲ್ಲಾ ಪಂಚಾಯತ್ ಉಪ ಕಾರ್ಯದರ್ಶಿ, ಕೊಪ್ಪಳ ಉಪವಿಭಾಗಾಧಿಕಾರಿ, ಅಬಕಾರಿ ಇಲಾಖೆಯ ಉಪ ಆಯುಕ್ತರು ಹಾಗೂ ವಿವಿಧ ಇಲಾಖೆಗಳ ಅಧಿಕಾರಿಗಳು ಸಭೆಯಲ್ಲಿ ಉಪಸ್ಥಿತರಿದ್ದರು.: [768, 128, 914, 222]
byline: ಕನ್ನಡನಾಡು ವಾರ್ತೆ: [30, 1048, 77, 1057]
byline: ಕನ್ನಡನಾಡು ವಾರ್ತೆ: [400, 970, 447, 979]
footer-rule: [30, 1466, 914, 1468]
story7-col2-text: ಪ್ರತಿ 3 ವಾರ್ ಪೋಲ್ಟ್ರಿಕ್ ಹೋಟೆಲ್, ಬ್ಯಾಂಕ್ ಪಾಸ್‌ಬುಕ್ ಪ್ರತಿ, ಪಿ.ಎಸ್.ಸಿ ಮತ್ತು ಸಿ.ಎಸ್.ಟಿ ಜಾತಿ ಪ್ರಮಾಣ ಪತ್ರದ ಪ್ರತಿಯೊಂದಿಗೆ ನೋಂದಾಯಿಸಿಕೊಳ್ಳಬೇಕು. ಹೆಚ್ಚಿನ ವಿವರಗಳಿಗೆ ದೂರವಾಣಿ ಸಂಖ್ಯೆ 9482943111, 9886002248 ಸಂಪರ್ಕಿಸಬಹುದು ಎಂದು ಮಾಲೀಕರು ಕೊಂಡಿದೆ ಮಾಹಿತಿ ನೀಡಿದ್ದಾರೆ.: [212, 1358, 390, 1410]
divider: [522, 335, 523, 672]
